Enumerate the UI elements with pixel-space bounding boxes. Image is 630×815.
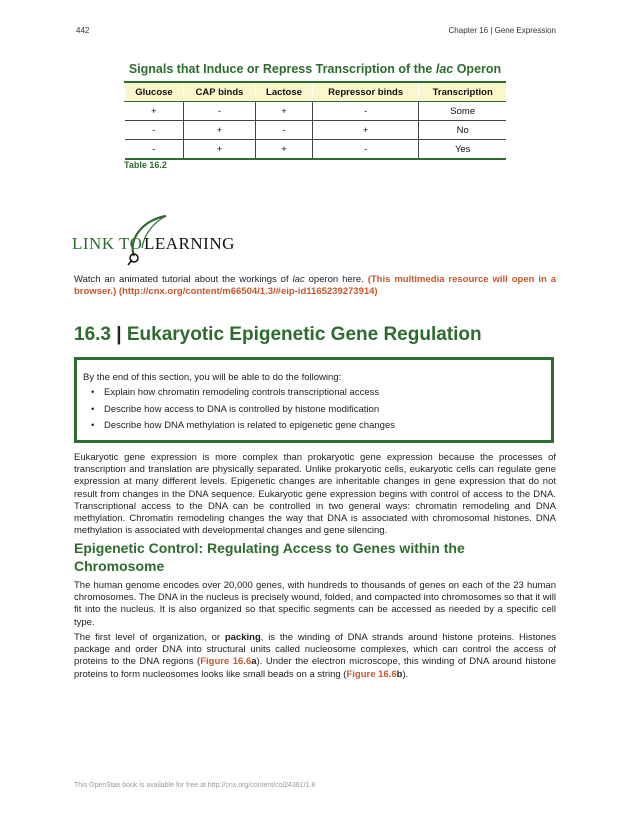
list-item: • Describe how DNA methylation is related to epigenetic gene changes: [77, 420, 395, 437]
list-item: • Explain how chromatin remodeling controls transcriptional access: [77, 387, 395, 404]
section-title: 16.3 | Eukaryotic Epigenetic Gene Regulation: [74, 324, 482, 345]
learning-objectives-box: [74, 357, 554, 443]
table-cell: +: [183, 140, 255, 160]
figure-link[interactable]: Figure 16.6: [200, 656, 252, 668]
table-cell: +: [256, 102, 313, 121]
table-cell: Yes: [419, 140, 506, 160]
col-header: Repressor binds: [312, 82, 418, 102]
table-cell: -: [312, 102, 418, 121]
objectives-intro: By the end of this section, you will be able to do the following:: [83, 372, 342, 383]
table-cell: +: [312, 121, 418, 140]
page-number: 442: [76, 26, 90, 35]
genome-paragraph: The human genome encodes over 20,000 genes, with hundreds to thousands of genes on each of the 23 human chromosomes. The DNA in the nucleus is precisely wound, folded, and compacted into chromosomes so that it will fit into the nucleus. It is also organized so that specific segments can be accessed as needed by a specific cell type.: [74, 580, 556, 628]
table-cell: -: [183, 102, 255, 121]
multimedia-link[interactable]: (This multimedia resource will open in a browser.) (http://cnx.org/content/m66504/1.3/#eip-id1165239273914): [74, 274, 556, 298]
table-cell: -: [125, 140, 184, 160]
signals-table: [124, 81, 506, 160]
page-footer: This OpenStax book is available for free at http://cnx.org/content/col24361/1.8: [74, 782, 316, 789]
subsection-title: Epigenetic Control: Regulating Access to Genes within the Chromosome: [74, 540, 465, 574]
objectives-list: [77, 387, 395, 437]
table-cell: +: [256, 140, 313, 160]
table-cell: Some: [419, 102, 506, 121]
table-cell: +: [125, 102, 184, 121]
col-header: Glucose: [125, 82, 184, 102]
table-caption: Table 16.2: [124, 160, 167, 170]
link-to-learning-text: Watch an animated tutorial about the workings of lac operon here. (This multimedia resource will open in a browser.) (http://cnx.org/content/m66504/1.3/#eip-id1165239273914): [74, 274, 556, 298]
logo-link-to: LINK TO: [72, 234, 143, 253]
col-header: Transcription: [419, 82, 506, 102]
col-header: Lactose: [256, 82, 313, 102]
list-item: • Describe how access to DNA is controlled by histone modification: [77, 404, 395, 421]
table-cell: No: [419, 121, 506, 140]
logo-learning: LEARNING: [144, 234, 235, 253]
intro-paragraph: Eukaryotic gene expression is more complex than prokaryotic gene expression because the processes of transcription and translation are physically separated. Unlike prokaryotic cells, eukaryotic cells can regulate gene expression at many different levels. Epigenetic changes are inheritable changes in gene expression that do not result from changes in the DNA sequence. Eukaryotic gene expression begins with control of access to the DNA. Transcriptional access to the DNA can be controlled in two general ways: chromatin remodeling and DNA methylation. Chromatin remodeling changes the way that DNA is associated with chromosomal histones. DNA methylation is associated with developmental changes and gene silencing.: [74, 452, 556, 537]
table-cell: +: [183, 121, 255, 140]
table-row: [125, 140, 507, 160]
packing-paragraph: The first level of organization, or packing, is the winding of DNA strands around histone proteins. Histones package and order DNA into structural units called nucleosome complexes, which can control the access of proteins to the DNA regions (Figure 16.6a). Under the electron microscope, this winding of DNA around histone proteins to form nucleosomes looks like small beads on a string (Figure 16.6b).: [74, 632, 556, 680]
table-header-row: [125, 82, 507, 102]
table-cell: -: [312, 140, 418, 160]
figure-link[interactable]: Figure 16.6: [346, 668, 397, 680]
table-row: [125, 102, 507, 121]
chapter-header: Chapter 16 | Gene Expression: [448, 26, 556, 35]
table-cell: -: [125, 121, 184, 140]
col-header: CAP binds: [183, 82, 255, 102]
table-cell: -: [256, 121, 313, 140]
table-title: Signals that Induce or Repress Transcription of the lac Operon: [128, 62, 502, 76]
table-row: [125, 121, 507, 140]
